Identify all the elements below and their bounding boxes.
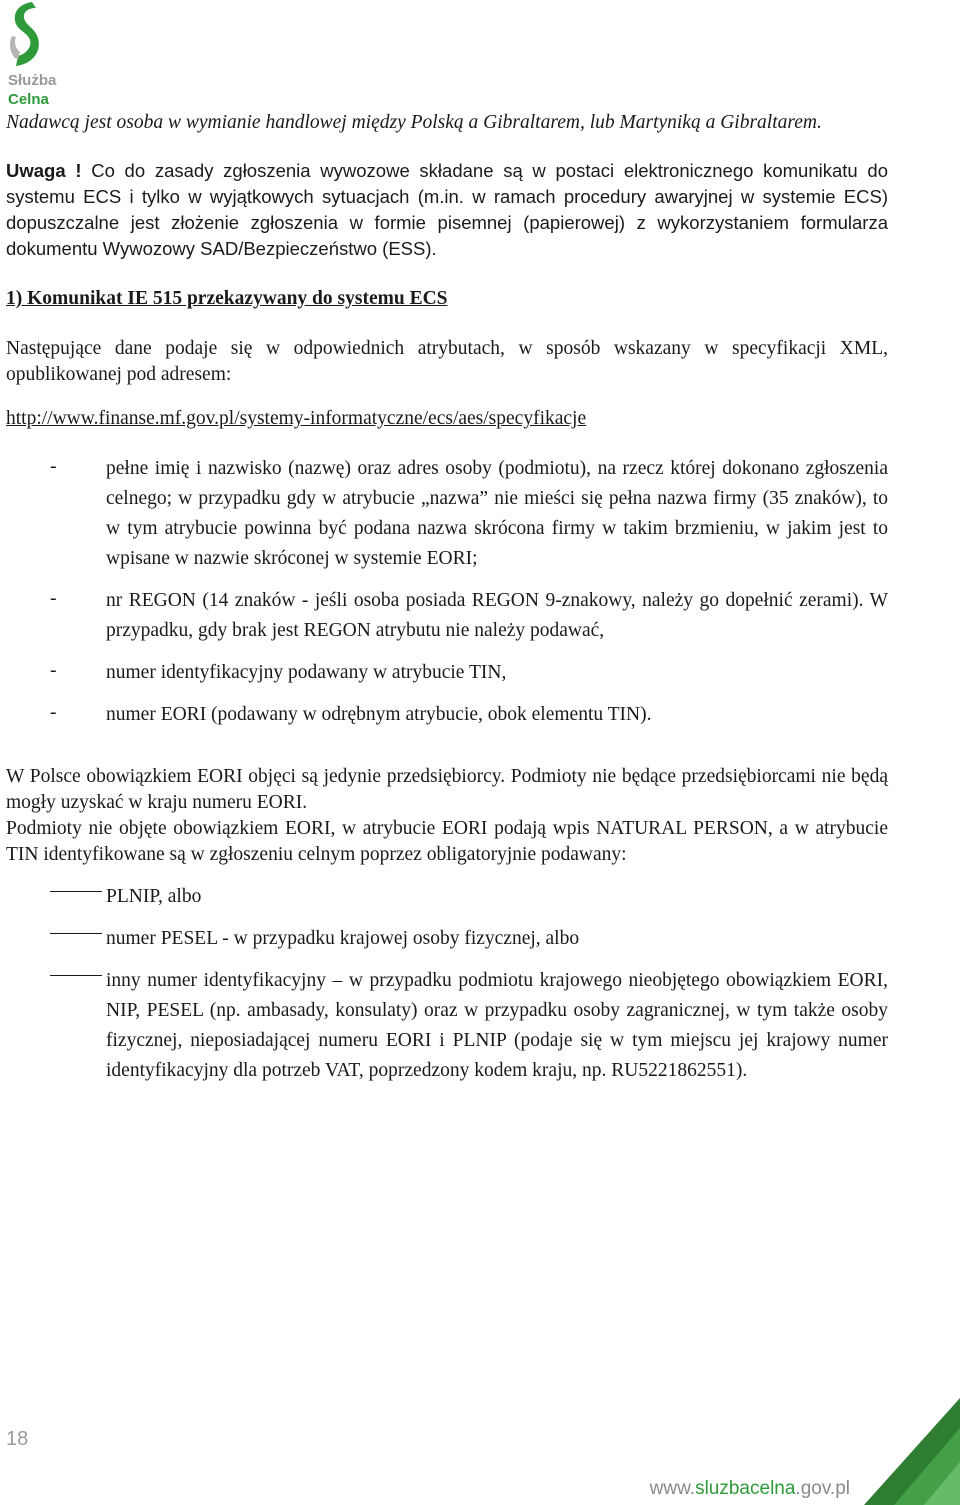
note-label: Uwaga ! (6, 160, 82, 181)
list-item (6, 966, 888, 1086)
list-item (6, 586, 888, 646)
specification-link-line (6, 406, 888, 432)
list-item-text: numer EORI (podawany w odrębnym atrybucie, obok elementu TIN). (106, 704, 652, 725)
list-item-text: numer identyfikacyjny podawany w atrybucie TIN, (106, 662, 507, 683)
footer-url-suffix: .gov.pl (795, 1478, 850, 1499)
list-marker: - (50, 588, 57, 609)
intro-paragraph: Nadawcą jest osoba w wymianie handlowej między Polską a Gibraltarem, lub Martyniką a Gibraltarem. (6, 112, 822, 133)
list-marker: - (50, 702, 57, 723)
footer-url-prefix: www. (649, 1478, 696, 1499)
list-item-text: nr REGON (14 znaków - jeśli osoba posiada REGON 9-znakowy, należy go dopełnić zerami). W przypadku, gdy brak jest REGON atrybutu nie należy podawać, (106, 590, 888, 641)
list-item-text: numer PESEL - w przypadku krajowej osoby fizycznej, albo (106, 928, 580, 949)
logo-text-celna: Celna (8, 91, 49, 108)
sluzba-celna-emblem-icon (6, 0, 50, 70)
bullet-list (6, 454, 888, 730)
list-item (6, 924, 888, 954)
note-paragraph (6, 158, 888, 262)
page-number: 18 (6, 1428, 29, 1450)
list-marker: - (50, 660, 57, 681)
document-body (6, 110, 888, 1086)
corner-decoration-icon (864, 1398, 960, 1505)
identifier-list (6, 882, 888, 1086)
eori-paragraph: W Polsce obowiązkiem EORI objęci są jedynie przedsiębiorcy. Podmioty nie będące przedsiębiorcami nie będą mogły uzyskać w kraju numeru EORI. (6, 766, 888, 813)
logo-text-sluzba: Służba (8, 72, 57, 89)
eori-paragraph-2: Podmioty nie objęte obowiązkiem EORI, w atrybucie EORI podają wpis NATURAL PERSON, a w atrybucie TIN identyfikowane są w zgłoszeniu celnym poprzez obligatoryjnie podawany: (6, 818, 888, 865)
section-intro: Następujące dane podaje się w odpowiednich atrybutach, w sposób wskazany w specyfikacji XML, opublikowanej pod adresem: (6, 338, 888, 385)
long-dash-marker (6, 966, 106, 1086)
footer-url-domain: sluzbacelna (695, 1478, 796, 1499)
list-item-text: PLNIP, albo (106, 886, 202, 907)
list-item (6, 700, 888, 730)
note-text: Co do zasady zgłoszenia wywozowe składane są w postaci elektronicznego komunikatu do systemu ECS i tylko w wyjątkowych sytuacjach (m.in. w ramach procedury awaryjnej w systemie ECS) dopuszczalne jest złożenie zgłoszenia w formie pisemnej (papierowej) z wykorzystaniem formularza dokumentu Wywozowy SAD/Bezpieczeństwo (ESS). (6, 160, 888, 259)
long-dash-marker (6, 882, 106, 912)
list-item (6, 658, 888, 688)
list-item (6, 454, 888, 574)
list-marker: - (50, 456, 57, 477)
sluzba-celna-logo (4, 0, 74, 110)
list-item-text: pełne imię i nazwisko (nazwę) oraz adres osoby (podmiotu), na rzecz której dokonano zgłoszenia celnego; w przypadku gdy w atrybucie „nazwa” nie mieści się pełna nazwa firmy (35 znaków), to w tym atrybucie powinna być podana nazwa skrócona firmy w takim brzmieniu, w jakim jest to wpisane w nazwie skróconej w systemie EORI; (106, 458, 888, 569)
list-item-text: inny numer identyfikacyjny – w przypadku podmiotu krajowego nieobjętego obowiązkiem EORI, NIP, PESEL (np. ambasady, konsulaty) oraz w przypadku osoby zagranicznej, w tym także osoby fizycznej, nieposiadającej numeru EORI i PLNIP (podaje się w tym miejscu jej krajowy numer identyfikacyjny dla potrzeb VAT, poprzedzony kodem kraju, np. RU5221862551). (106, 970, 888, 1081)
list-item (6, 882, 888, 912)
section-heading: 1) Komunikat IE 515 przekazywany do systemu ECS (6, 288, 448, 309)
footer-website (650, 1478, 850, 1500)
specification-link[interactable]: http://www.finanse.mf.gov.pl/systemy-informatyczne/ecs/aes/specyfikacje (6, 408, 587, 429)
long-dash-marker (6, 924, 106, 954)
